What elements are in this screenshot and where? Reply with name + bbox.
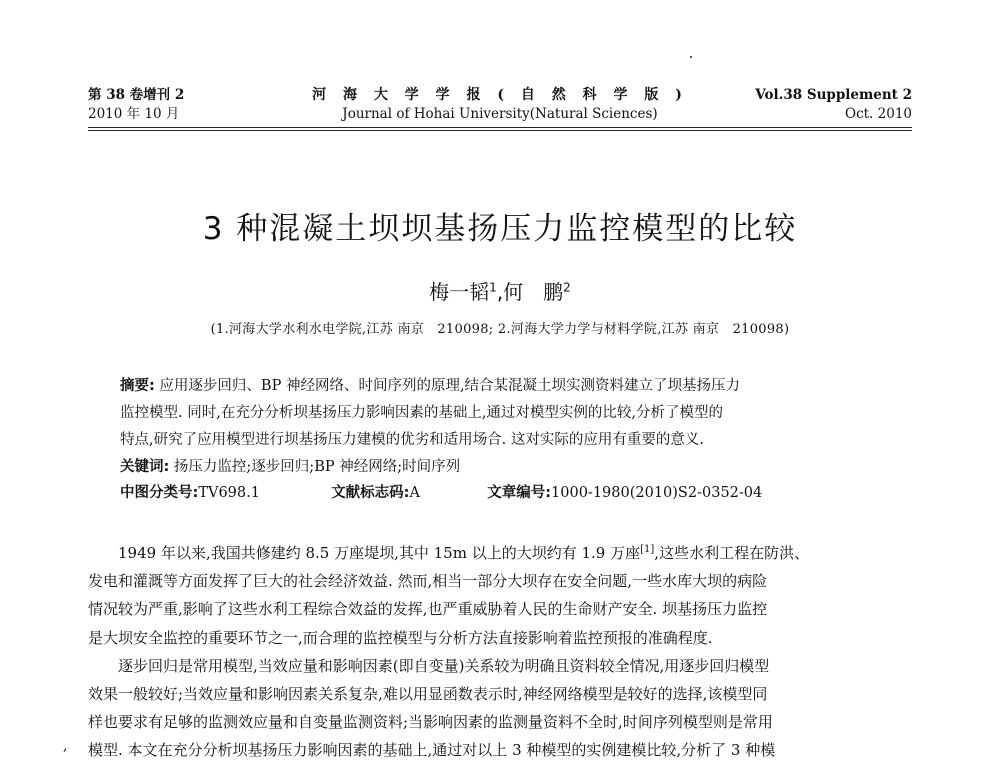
paragraph-line: 是大坝安全监控的重要环节之一,而合理的监控模型与分析方法直接影响着监控预报的准确程度. bbox=[88, 628, 713, 647]
abstract-line: 监控模型. 同时,在充分分析坝基扬压力影响因素的基础上,通过对模型实例的比较,分析了模型的 bbox=[120, 405, 724, 421]
header-journal bbox=[250, 86, 750, 124]
abstract bbox=[120, 373, 890, 481]
author-1: 梅一韬 bbox=[429, 280, 490, 304]
margin-mark: , bbox=[63, 738, 68, 754]
journal-name-en: Journal of Hohai University(Natural Sciences) bbox=[342, 106, 658, 122]
clc-label: 中图分类号: bbox=[120, 485, 199, 501]
author-separator: , bbox=[496, 280, 504, 304]
journal-name-cn: 河 海 大 学 学 报 ( 自 然 科 学 版 ) bbox=[312, 87, 688, 103]
volume-issue: 第 38 卷增刊 2 bbox=[88, 87, 185, 103]
article-number-label: 文章编号: bbox=[487, 485, 552, 501]
header-right bbox=[755, 86, 912, 124]
date-en: Oct. 2010 bbox=[845, 106, 912, 122]
keywords-label: 关键词: bbox=[120, 459, 170, 475]
volume-en: Vol.38 Supplement 2 bbox=[755, 87, 912, 103]
paragraph-line: 发电和灌溉等方面发挥了巨大的社会经济效益. 然而,相当一部分大坝存在安全问题,一些水库大坝的病险 bbox=[88, 572, 768, 591]
doc-code: A bbox=[409, 485, 420, 501]
article-number: 1000-1980(2010)S2-0352-04 bbox=[551, 485, 763, 501]
doc-code-label: 文献标志码: bbox=[331, 485, 410, 501]
header-rule-top bbox=[88, 127, 912, 128]
publication-date: 2010 年 10 月 bbox=[88, 106, 180, 122]
paragraph-line: 样也要求有足够的监测效应量和自变量监测资料;当影响因素的监测量资料不全时,时间序列模型则是常用 bbox=[88, 713, 773, 732]
paper-title: 3 种混凝土坝坝基扬压力监控模型的比较 bbox=[202, 211, 798, 247]
abstract-line: 特点,研究了应用模型进行坝基扬压力建模的优劣和适用场合. 这对实际的应用有重要的意义. bbox=[120, 432, 704, 448]
paragraph-line: 情况较为严重,影响了这些水利工程综合效益的发挥,也严重威胁着人民的生命财产安全. 坝基扬压力监控 bbox=[88, 600, 768, 619]
paragraph-line: 效果一般较好;当效应量和影响因素关系复杂,难以用显函数表示时,神经网络模型是较好的选择,该模型同 bbox=[88, 685, 768, 704]
header-rule-bottom bbox=[88, 130, 912, 131]
affiliations: (1.河海大学水利水电学院,江苏 南京 210098; 2.河海大学力学与材料学院,江苏 南京 210098) bbox=[210, 322, 790, 337]
classification-line bbox=[120, 481, 762, 502]
citation-ref: [1] bbox=[640, 544, 655, 555]
header-left bbox=[88, 86, 184, 124]
body-text bbox=[88, 536, 914, 765]
paragraph-line: 1949 年以来,我国共修建约 8.5 万座堤坝,其中 15m 以上的大坝约有 1.9 万座[1],这些水利工程在防洪、 bbox=[118, 544, 810, 562]
author-1-affil: 1 bbox=[489, 280, 497, 295]
abstract-line: 摘要: 应用逐步回归、BP 神经网络、时间序列的原理,结合某混凝土坝实测资料建立了坝基扬压力 bbox=[120, 378, 741, 394]
author-2: 何 鹏 bbox=[503, 280, 564, 304]
abstract-label: 摘要: bbox=[120, 378, 155, 394]
clc-number: TV698.1 bbox=[198, 485, 260, 501]
authors bbox=[0, 276, 1000, 305]
scan-speck bbox=[690, 56, 692, 58]
paragraph-line: 模型. 本文在充分分析坝基扬压力影响因素的基础上,通过对以上 3 种模型的实例建模比较,分析了 3 种模 bbox=[88, 741, 776, 760]
author-2-affil: 2 bbox=[563, 280, 571, 295]
paragraph-line: 逐步回归是常用模型,当效应量和影响因素(即自变量)关系较为明确且资料较全情况,用逐步回归模型 bbox=[118, 656, 770, 675]
keywords: 关键词: 扬压力监控;逐步回归;BP 神经网络;时间序列 bbox=[120, 459, 461, 475]
